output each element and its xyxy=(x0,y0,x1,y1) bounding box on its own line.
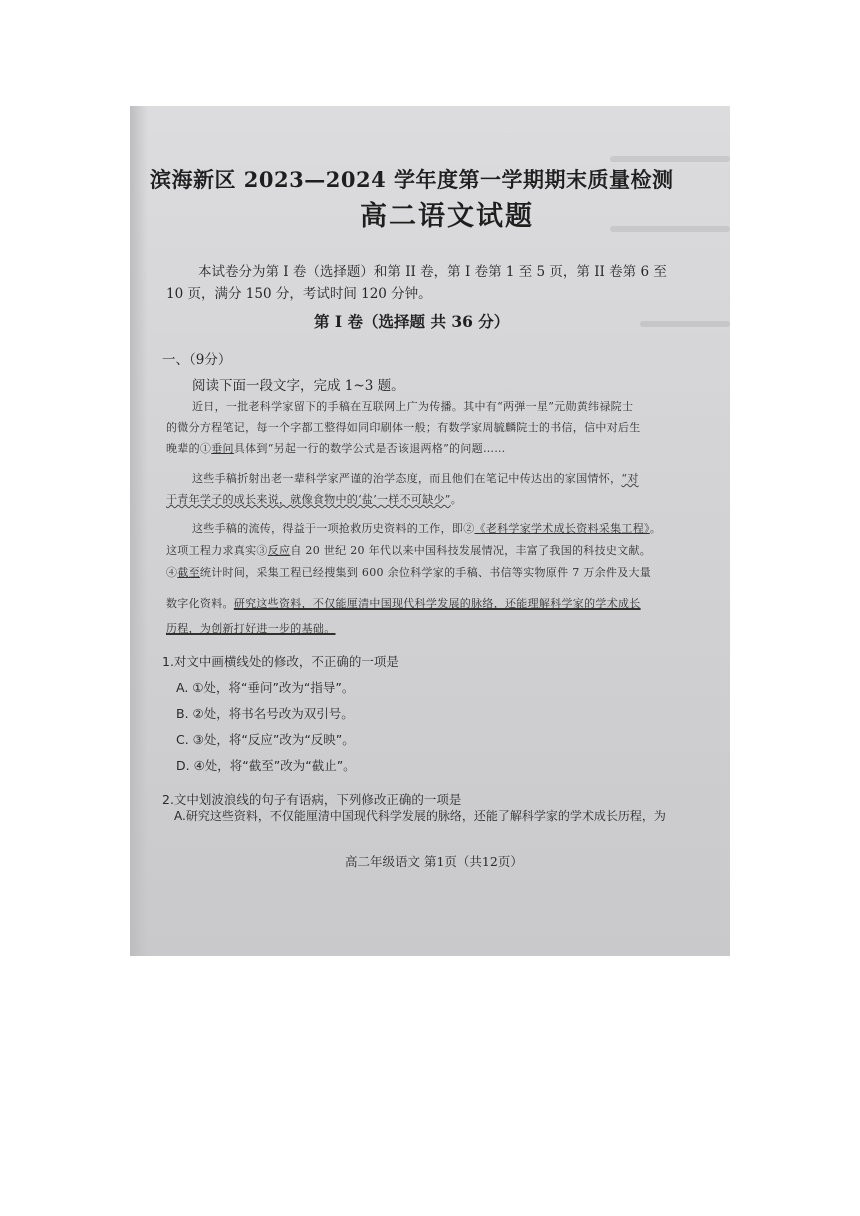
exam-page-photo xyxy=(130,106,730,956)
passage-text: 。 xyxy=(649,522,662,535)
passage-text: 这项工程力求真实③ xyxy=(166,544,268,557)
page-fold-shadow xyxy=(130,106,148,956)
underlined-sentence-end: 历程，为创新打好进一步的基础。 xyxy=(166,622,336,635)
question-1-stem: 1.对文中画横线处的修改，不正确的一项是 xyxy=(162,654,399,669)
passage-line xyxy=(192,520,661,536)
passage-line xyxy=(166,620,336,636)
bleed-through-mark xyxy=(640,321,730,327)
marked-word-4: 截至 xyxy=(177,566,200,579)
marked-title-2: 《老科学家学术成长资料采集工程》 xyxy=(474,522,650,535)
intro-line1: 本试卷分为第 I 卷（选择题）和第 II 卷，第 I 卷第 1 至 5 页，第 II 卷第 6 至 xyxy=(198,264,667,280)
passage-line xyxy=(166,564,651,580)
question-2-stem: 2.文中划波浪线的句子有语病，下列修改正确的一项是 xyxy=(162,792,462,807)
intro-line2: 10 页，满分 150 分，考试时间 120 分钟。 xyxy=(166,286,432,302)
passage-text: 统计时间，采集工程已经搜集到 600 余位科学家的手稿、书信等实物原件 7 万余件及大量 xyxy=(199,566,652,579)
passage-text: 具体到“另起一行的数学公式是否该退两格”的问题…… xyxy=(233,442,506,455)
wavy-sentence-start: “对 xyxy=(621,472,639,485)
passage-line xyxy=(192,470,639,486)
marked-word-3: 反应 xyxy=(267,544,291,557)
passage-text: 数字化资料。 xyxy=(166,597,234,610)
passage-line xyxy=(166,542,651,558)
passage-text: ④ xyxy=(166,566,178,579)
page-footer: 高二年级语文 第1页（共12页） xyxy=(345,854,523,869)
passage-line: 的微分方程笔记，每一个字都工整得如同印刷体一般；有数学家周毓麟院士的书信，信中对后生 xyxy=(166,421,641,434)
question-1-option-b: B. ②处，将书名号改为双引号。 xyxy=(176,706,354,721)
part1-heading: 第 I 卷（选择题 共 36 分） xyxy=(314,312,510,331)
passage-line xyxy=(166,491,462,507)
passage-text: 晚辈的① xyxy=(166,442,212,455)
question-1-option-d: D. ④处，将“截至”改为“截止”。 xyxy=(176,758,356,773)
question-2-option-a: A.研究这些资料，不仅能厘清中国现代科学发展的脉络，还能了解科学家的学术成长历程，为 xyxy=(174,809,666,823)
passage-text: 自 20 世纪 20 年代以来中国科技发展情况，丰富了我国的科技史文献。 xyxy=(290,544,652,557)
section-number: 一、（9分） xyxy=(162,352,232,368)
bleed-through-mark xyxy=(610,226,730,232)
exam-title-line1: 滨海新区 2023—2024 学年度第一学期期末质量检测 xyxy=(150,167,674,192)
passage-line xyxy=(166,440,506,456)
passage-text: 这些手稿的流传，得益于一项抢救历史资料的工作，即② xyxy=(192,522,475,535)
passage-line: 近日，一批老科学家留下的手稿在互联网上广为传播。其中有“两弹一星”元勋黄纬禄院士 xyxy=(192,400,634,413)
passage-line xyxy=(166,595,641,611)
bleed-through-mark xyxy=(610,156,730,162)
exam-title: 高二语文试题 xyxy=(360,201,534,232)
passage-text: 这些手稿折射出老一辈科学家严谨的治学态度，而且他们在笔记中传达出的家国情怀， xyxy=(192,472,622,485)
marked-word-1: 垂问 xyxy=(211,442,234,455)
wavy-sentence: 于青年学子的成长来说，就像食物中的‘盐’一样不可缺少” xyxy=(166,493,451,506)
passage-text: 。 xyxy=(450,493,463,506)
question-1-option-c: C. ③处，将“反应”改为“反映”。 xyxy=(176,732,355,747)
underlined-sentence: 研究这些资料，不仅能厘清中国现代科学发展的脉络，还能理解科学家的学术成长 xyxy=(233,597,641,610)
reading-instruction: 阅读下面一段文字，完成 1~3 题。 xyxy=(192,378,405,394)
question-1-option-a: A. ①处，将“垂问”改为“指导”。 xyxy=(176,680,355,695)
